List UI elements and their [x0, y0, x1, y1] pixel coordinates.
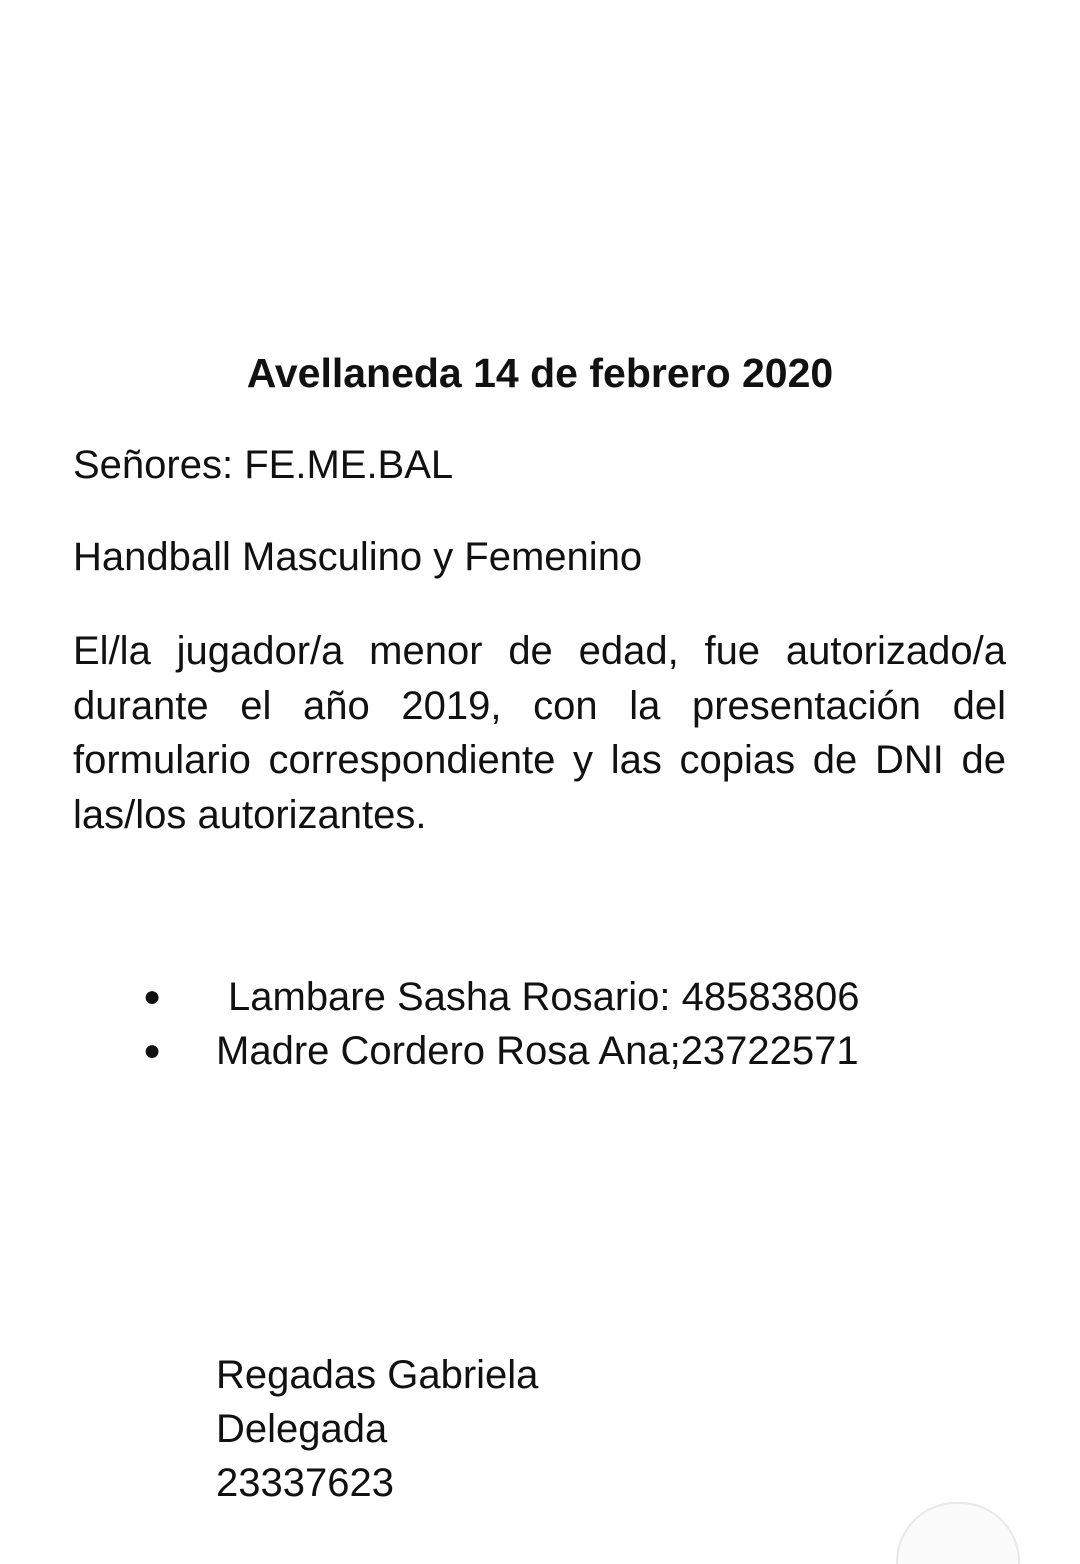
signer-id-number: 23337623	[216, 1461, 394, 1505]
authorized-list	[0, 970, 1080, 1078]
list-item	[0, 970, 1080, 1024]
scroll-button-edge[interactable]	[896, 1502, 1020, 1564]
bullet-icon: ●	[143, 980, 162, 1013]
signature-block	[216, 1348, 538, 1510]
subject-line: Handball Masculino y Femenino	[73, 535, 643, 579]
list-item-text: Lambare Sasha Rosario: 48583806	[228, 975, 860, 1019]
salutation: Señores: FE.ME.BAL	[73, 443, 454, 487]
body-paragraph: El/la jugador/a menor de edad, fue autorizado/a durante el año 2019, con la presentación del formulario correspondiente y las copias de DNI de las/los autorizantes.	[73, 629, 1006, 837]
list-item	[0, 1024, 1080, 1078]
date-line: Avellaneda 14 de febrero 2020	[246, 350, 834, 396]
bullet-icon: ●	[143, 1034, 162, 1067]
signer-role: Delegada	[216, 1407, 388, 1451]
list-item-text: Madre Cordero Rosa Ana;23722571	[216, 1029, 859, 1073]
signer-name: Regadas Gabriela	[216, 1353, 539, 1397]
